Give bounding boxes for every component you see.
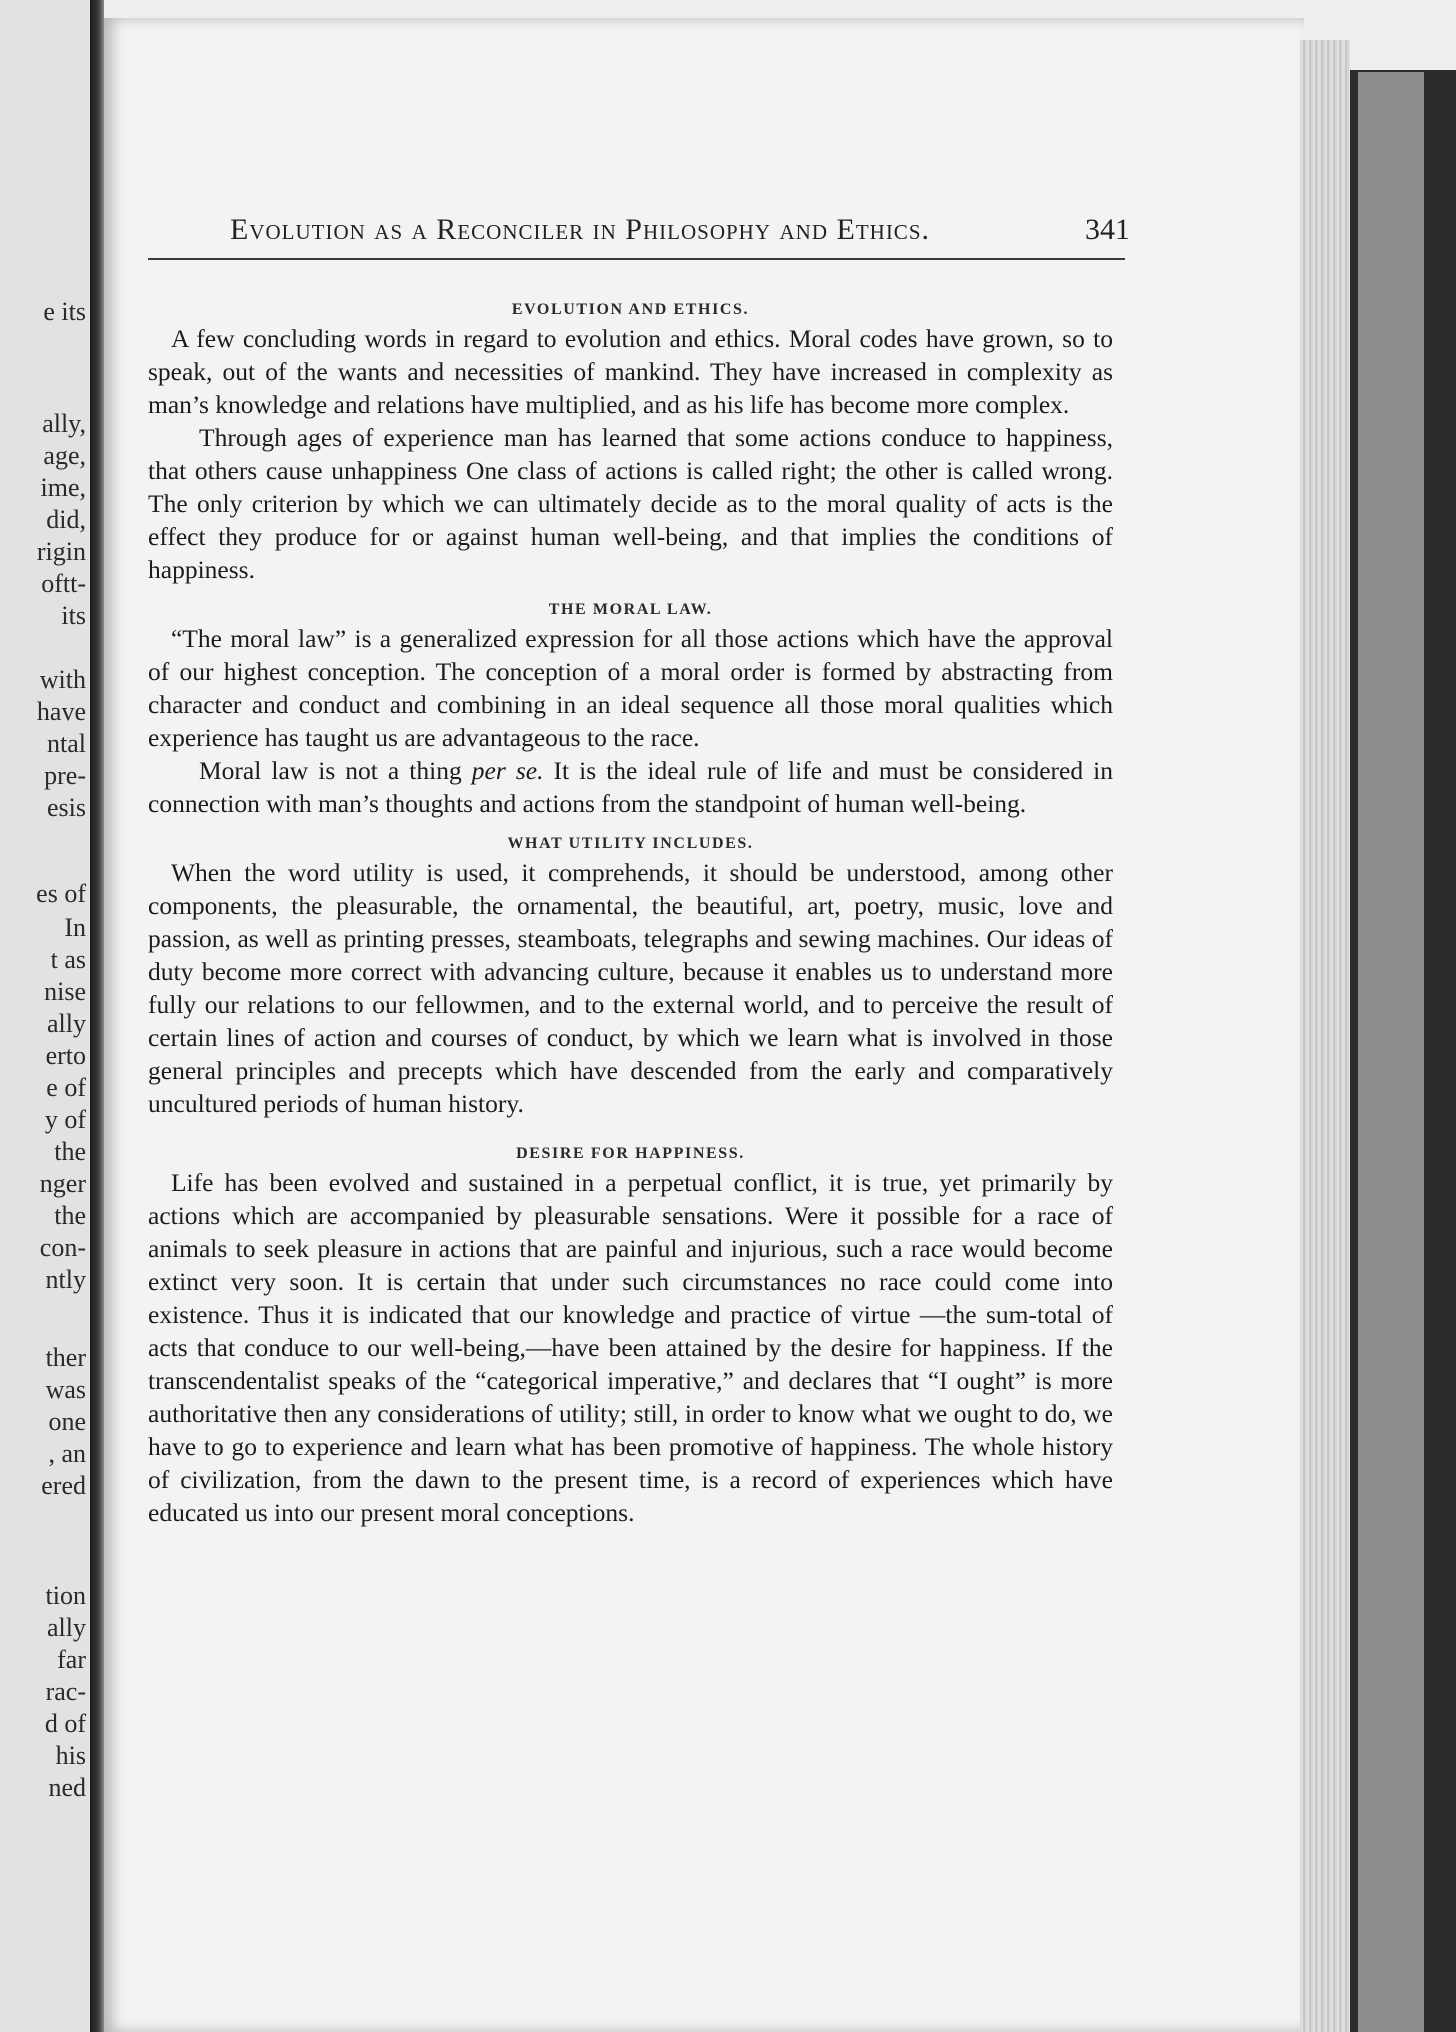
facing-page-text: ned bbox=[48, 1773, 86, 1802]
facing-page-text: ered bbox=[41, 1471, 86, 1500]
facing-page-text: con- bbox=[39, 1233, 86, 1262]
facing-page-text: did, bbox=[46, 505, 86, 534]
facing-page-text: erto bbox=[45, 1041, 86, 1070]
facing-page-text: ther bbox=[45, 1343, 86, 1372]
facing-page-text: age, bbox=[43, 441, 86, 470]
section-heading: THE MORAL LAW. bbox=[548, 601, 713, 618]
facing-page-text: ime, bbox=[40, 473, 86, 502]
facing-page-text: In bbox=[64, 913, 86, 942]
book-gutter bbox=[90, 0, 104, 2032]
header-rule bbox=[148, 258, 1125, 260]
facing-page-text: pre- bbox=[44, 761, 86, 790]
paragraph bbox=[148, 754, 1113, 820]
paragraph: Life has been evolved and sustained in a perpetual conflict, it is true, yet primarily by actions which are accompanied by pleasurable sensations. Were it possible for a race of animals to seek pleasure in actions that are painful and injurious, such a race would become extinct very soon. It is certain that under such circumstances no race could come into existence. Thus it is indicated that our knowledge and practice of virtue —the sum-total of acts that conduce to our well-being,—have been attained by the desire for happiness. If the transcendentalist speaks of the “categorical imperative,” and declares that “I ought” is more authoritative then any considerations of utility; still, in order to know what we ought to do, we have to go to experience and learn what has been promotive of happiness. The whole history of civilization, from the dawn to the present time, is a record of experiences which have educated us into our present moral conceptions. bbox=[148, 1168, 1113, 1527]
paragraph: A few concluding words in regard to evolution and ethics. Moral codes have grown, so to speak, out of the wants and necessities of mankind. They have increased in complexity as man’s knowledge and relations have multiplied, and as his life has become more complex. bbox=[148, 324, 1113, 419]
facing-page-text: esis bbox=[47, 793, 86, 822]
facing-page-text: d of bbox=[44, 1709, 86, 1738]
paragraph: Through ages of experience man has learned that some actions conduce to happiness, that others cause unhappiness One class of actions is called right; the other is called wrong. The only criterion by which we can ultimately decide as to the moral quality of acts is the effect they produce for or against human well-being, and that implies the conditions of happiness. bbox=[148, 423, 1113, 584]
facing-page-text: nise bbox=[44, 977, 86, 1006]
paragraph: “The moral law” is a generalized expression for all those actions which have the approval of our highest conception. The conception of a moral order is formed by abstracting from character and conduct and combining in an ideal sequence all those moral qualities which experience has taught us are advantageous to the race. bbox=[148, 624, 1113, 752]
facing-page-text: t as bbox=[50, 945, 86, 974]
running-header bbox=[230, 213, 1130, 247]
facing-page-text: oftt- bbox=[41, 569, 86, 598]
page-edges bbox=[1300, 40, 1350, 2032]
text-run: Moral law is not a thing bbox=[199, 756, 472, 785]
cover-board bbox=[1358, 72, 1424, 2032]
facing-page-text: have bbox=[36, 697, 86, 726]
facing-page-text: was bbox=[45, 1375, 86, 1404]
facing-page-text: the bbox=[54, 1201, 86, 1230]
running-title: Evolution as a Reconciler in Philosophy and Ethics. bbox=[230, 213, 930, 246]
facing-page-text: rigin bbox=[36, 537, 86, 566]
section-heading: DESIRE FOR HAPPINESS. bbox=[516, 1145, 745, 1162]
facing-page-text: e of bbox=[46, 1073, 86, 1102]
facing-page-text: , an bbox=[48, 1439, 86, 1468]
section-heading: WHAT UTILITY INCLUDES. bbox=[507, 835, 754, 852]
facing-page-text: tion bbox=[45, 1581, 86, 1610]
facing-page-text: rac- bbox=[45, 1677, 86, 1706]
page-number: 341 bbox=[1085, 213, 1130, 246]
facing-page-text: one bbox=[48, 1407, 86, 1436]
facing-page-text: ally bbox=[47, 1613, 86, 1642]
facing-page-text: its bbox=[61, 601, 86, 630]
facing-page-text: y of bbox=[44, 1105, 86, 1134]
page-body bbox=[148, 298, 1113, 1529]
facing-page-text: ntal bbox=[47, 729, 86, 758]
facing-page-text: his bbox=[55, 1741, 86, 1770]
section-heading: EVOLUTION AND ETHICS. bbox=[511, 301, 750, 318]
facing-page-text: ally, bbox=[42, 409, 86, 438]
facing-page-fragment bbox=[0, 0, 92, 2032]
facing-page-text: ally bbox=[47, 1009, 86, 1038]
facing-page-text: far bbox=[57, 1645, 86, 1674]
paragraph: When the word utility is used, it comprehends, it should be understood, among other components, the pleasurable, the ornamental, the beautiful, art, poetry, music, love and passion, as well as printing presses, steamboats, telegraphs and sewing machines. Our ideas of duty become more correct with advancing culture, because it enables us to understand more fully our relations to our fellowmen, and to the external world, and to perceive the result of certain lines of action and courses of conduct, by which we learn what is involved in those general principles and precepts which have descended from the early and comparatively uncultured periods of human history. bbox=[148, 858, 1113, 1118]
facing-page-text: with bbox=[39, 665, 86, 694]
facing-page-text: nger bbox=[39, 1169, 86, 1198]
facing-page-text: es of bbox=[36, 879, 86, 908]
italic-term: per se. bbox=[471, 756, 544, 785]
facing-page-text: ntly bbox=[45, 1265, 86, 1294]
facing-page-text: e its bbox=[43, 297, 86, 326]
facing-page-text: the bbox=[54, 1137, 86, 1166]
text-run: It is the ideal rule of life and must be considered in connection with man’s thoughts and actions from the standpoint of human well-being. bbox=[148, 756, 1114, 818]
